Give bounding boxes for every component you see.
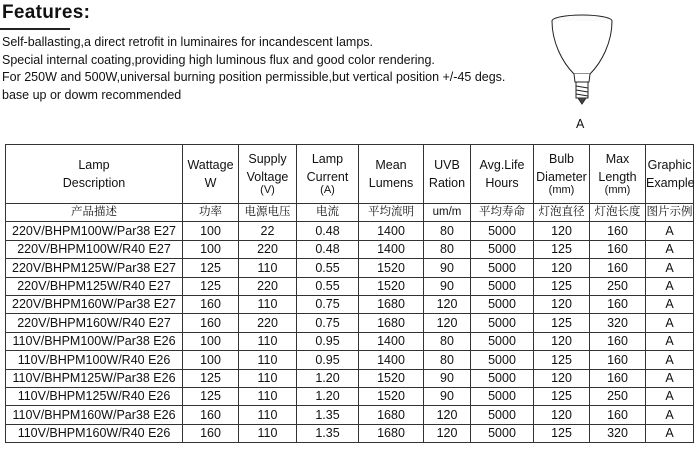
header-cell: Lamp Description [6,145,183,204]
table-cell: A [646,259,694,277]
table-cell: 110 [239,351,297,369]
header-cell: Avg.Life Hours [471,145,534,204]
cn-header-cell: 产品描述 [6,204,183,222]
feature-line: Self-ballasting,a direct retrofit in luminaires for incandescent lamps. [2,35,374,49]
cn-header-cell: 图片示例 [646,204,694,222]
table-cell: 1400 [359,240,424,258]
table-cell: 1.35 [297,424,359,442]
table-cell: 0.95 [297,332,359,350]
lamp-bulb-icon [538,12,626,112]
table-cell: 1680 [359,314,424,332]
table-cn-header-row [6,204,694,222]
feature-line: For 250W and 500W,universal burning position permissible,but vertical position +/-45 degs. [2,70,506,85]
table-cell: 160 [590,259,646,277]
header-cell: Bulb Diameter (mm) [534,145,590,204]
cn-header-cell: 平均寿命 [471,204,534,222]
table-cell: A [646,387,694,405]
table-row [6,332,694,350]
cn-header-cell: 电流 [297,204,359,222]
table-cell: 110V/BHPM125W/Par38 E26 [6,369,183,387]
table-cell: 1680 [359,295,424,313]
table-cell: 1400 [359,332,424,350]
table-cell: 220V/BHPM100W/R40 E27 [6,240,183,258]
table-cell: 0.48 [297,222,359,240]
table-cell: A [646,314,694,332]
table-cell: 0.75 [297,295,359,313]
table-cell: 110V/BHPM160W/R40 E26 [6,424,183,442]
table-cell: 5000 [471,369,534,387]
table-cell: 110 [239,295,297,313]
table-cell: 125 [183,387,239,405]
table-cell: 160 [590,222,646,240]
table-cell: A [646,424,694,442]
table-cell: 1520 [359,277,424,295]
table-cell: 80 [424,222,471,240]
table-cell: 100 [183,240,239,258]
table-cell: 220V/BHPM160W/Par38 E27 [6,295,183,313]
header-cell: UVB Ration [424,145,471,204]
table-cell: 5000 [471,314,534,332]
table-row [6,240,694,258]
table-cell: 110 [239,424,297,442]
cn-header-cell: 灯泡直径 [534,204,590,222]
header-cell: Mean Lumens [359,145,424,204]
table-cell: 110 [239,259,297,277]
table-cell: 125 [534,424,590,442]
table-cell: 125 [534,314,590,332]
table-cell: 160 [590,351,646,369]
table-cell: 1400 [359,351,424,369]
table-cell: 160 [183,406,239,424]
table-cell: 120 [534,406,590,424]
table-cell: 5000 [471,387,534,405]
feature-line: base up or dowm recommended [2,87,182,102]
table-cell: 110V/BHPM160W/Par38 E26 [6,406,183,424]
table-cell: 5000 [471,259,534,277]
table-cell: 110V/BHPM125W/R40 E26 [6,387,183,405]
header-cell: Graphic Example [646,145,694,204]
table-cell: 120 [534,259,590,277]
table-cell: A [646,369,694,387]
table-cell: 90 [424,387,471,405]
cn-header-cell: um/m [424,204,471,222]
table-row [6,222,694,240]
table-cell: 0.55 [297,277,359,295]
table-cell: 120 [424,424,471,442]
table-cell: 1.20 [297,369,359,387]
table-cell: 80 [424,240,471,258]
table-cell: 125 [534,240,590,258]
table-cell: 250 [590,277,646,295]
cn-header-cell: 平均流明 [359,204,424,222]
table-cell: A [646,222,694,240]
table-cell: 220V/BHPM160W/R40 E27 [6,314,183,332]
table-cell: 120 [424,314,471,332]
table-row [6,277,694,295]
table-cell: 5000 [471,222,534,240]
table-cell: 160 [183,314,239,332]
table-cell: 160 [183,424,239,442]
table-cell: 1.35 [297,406,359,424]
table-row [6,295,694,313]
table-cell: 5000 [471,351,534,369]
table-cell: A [646,240,694,258]
table-cell: A [646,332,694,350]
table-row [6,406,694,424]
table-cell: 160 [590,332,646,350]
table-cell: 250 [590,387,646,405]
table-row [6,314,694,332]
table-cell: 125 [534,387,590,405]
table-cell: 320 [590,314,646,332]
cn-header-cell: 功率 [183,204,239,222]
table-cell: 110 [239,369,297,387]
table-cell: 0.48 [297,240,359,258]
table-cell: 125 [183,259,239,277]
table-cell: 220 [239,277,297,295]
table-cell: 100 [183,351,239,369]
table-cell: 125 [534,277,590,295]
table-cell: 110 [239,387,297,405]
table-cell: 1400 [359,222,424,240]
table-cell: 5000 [471,295,534,313]
figure-label: A [576,117,585,131]
table-cell: 220 [239,240,297,258]
header-cell: Max Length (mm) [590,145,646,204]
features-list [2,34,505,104]
table-cell: 1520 [359,259,424,277]
table-cell: 120 [534,332,590,350]
table-cell: 100 [183,222,239,240]
table-row [6,387,694,405]
table-cell: 160 [590,406,646,424]
table-row [6,424,694,442]
table-cell: 160 [590,369,646,387]
table-cell: A [646,277,694,295]
header-cell: Supply Voltage (V) [239,145,297,204]
table-row [6,259,694,277]
table-cell: 22 [239,222,297,240]
table-cell: 5000 [471,277,534,295]
header-cell: Wattage W [183,145,239,204]
table-cell: 120 [534,295,590,313]
table-cell: 120 [534,222,590,240]
table-cell: 110 [239,332,297,350]
table-cell: 220V/BHPM100W/Par38 E27 [6,222,183,240]
features-heading: Features: [2,2,91,23]
table-cell: 220 [239,314,297,332]
table-cell: 90 [424,259,471,277]
table-cell: 1.20 [297,387,359,405]
feature-line: Special internal coating,providing high luminous flux and good color rendering. [2,52,435,67]
table-cell: 90 [424,277,471,295]
table-cell: A [646,406,694,424]
table-cell: 160 [590,240,646,258]
table-cell: 100 [183,332,239,350]
table-cell: 120 [534,369,590,387]
table-row [6,369,694,387]
table-header-row [6,145,694,204]
table-cell: 0.95 [297,351,359,369]
table-cell: 125 [183,369,239,387]
table-cell: A [646,295,694,313]
table-cell: 160 [183,295,239,313]
table-cell: 125 [534,351,590,369]
table-cell: 0.75 [297,314,359,332]
table-cell: 80 [424,351,471,369]
table-cell: 5000 [471,240,534,258]
cn-header-cell: 灯泡长度 [590,204,646,222]
table-cell: A [646,351,694,369]
table-cell: 125 [183,277,239,295]
table-cell: 5000 [471,406,534,424]
table-cell: 120 [424,406,471,424]
table-cell: 110V/BHPM100W/R40 E26 [6,351,183,369]
table-cell: 220V/BHPM125W/R40 E27 [6,277,183,295]
table-cell: 0.55 [297,259,359,277]
table-cell: 110V/BHPM100W/Par38 E26 [6,332,183,350]
table-cell: 220V/BHPM125W/Par38 E27 [6,259,183,277]
table-cell: 1520 [359,387,424,405]
spec-table [5,144,694,443]
table-cell: 5000 [471,332,534,350]
heading-underline [0,28,70,30]
table-cell: 1680 [359,406,424,424]
table-cell: 5000 [471,424,534,442]
table-cell: 320 [590,424,646,442]
table-cell: 90 [424,369,471,387]
table-row [6,351,694,369]
table-cell: 1680 [359,424,424,442]
table-cell: 120 [424,295,471,313]
table-cell: 160 [590,295,646,313]
table-cell: 1520 [359,369,424,387]
header-cell: Lamp Current (A) [297,145,359,204]
cn-header-cell: 电源电压 [239,204,297,222]
table-cell: 80 [424,332,471,350]
table-cell: 110 [239,406,297,424]
